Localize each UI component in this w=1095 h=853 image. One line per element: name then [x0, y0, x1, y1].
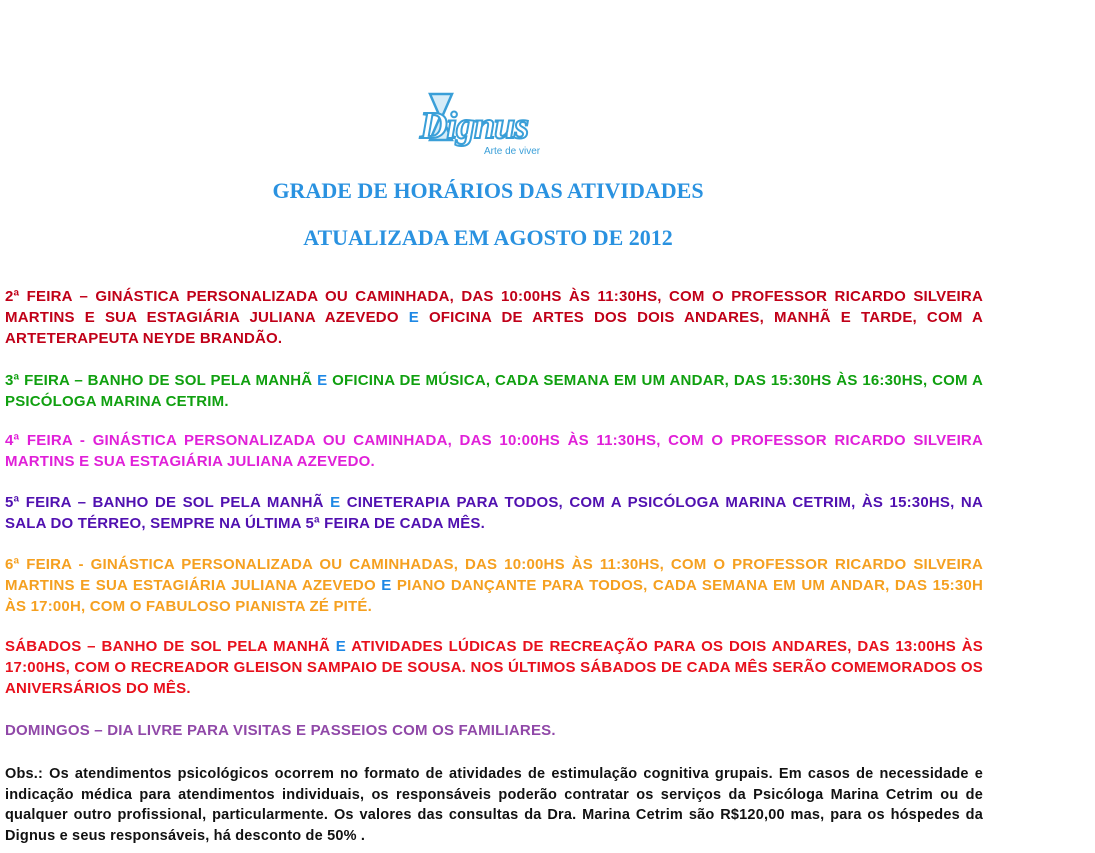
schedule-text: 2ª FEIRA – GINÁSTICA PERSONALIZADA OU CAMINHADA, DAS 10:00HS ÀS 11:30HS, COM O PROFESSOR RICARDO SILVEIRA MARTINS E SUA ESTAGIÁRIA JULIANA AZEVEDO — [5, 288, 983, 326]
connector-e: E — [330, 494, 341, 511]
schedule-text: 5ª FEIRA – BANHO DE SOL PELA MANHÃ — [5, 494, 331, 511]
schedule-tuesday — [5, 370, 983, 412]
schedule-friday — [5, 554, 983, 617]
schedule-text: 4ª FEIRA - GINÁSTICA PERSONALIZADA OU CAMINHADA, DAS 10:00HS ÀS 11:30HS, COM O PROFESSOR RICARDO SILVEIRA MARTINS E SUA ESTAGIÁRIA JULIANA AZEVEDO. — [5, 432, 983, 470]
schedule-text: ATIVIDADES LÚDICAS DE RECREAÇÃO PARA OS DOIS ANDARES, DAS 13:00HS ÀS 17:00HS, COM O RECREADOR GLEISON SAMPAIO DE SOUSA. NOS ÚLTIMOS SÁBADOS DE CADA MÊS SERÃO COMEMORADOS OS ANIVERSÁRIOS DO MÊS. — [5, 638, 983, 697]
page-title: GRADE DE HORÁRIOS DAS ATIVIDADES — [272, 178, 704, 203]
connector-e: E — [317, 372, 328, 389]
schedule-sunday — [5, 720, 983, 741]
schedule-text: PIANO DANÇANTE PARA TODOS, CADA SEMANA EM UM ANDAR, DAS 15:30H ÀS 17:00H, COM O FABULOSO PIANISTA ZÉ PITÉ. — [5, 577, 983, 615]
connector-e: E — [408, 309, 419, 326]
connector-e: E — [335, 638, 346, 655]
logo-wordmark: Dignus — [420, 105, 529, 147]
page-subtitle: ATUALIZADA EM AGOSTO DE 2012 — [303, 225, 673, 250]
observation-note: Obs.: Os atendimentos psicológicos ocorrem no formato de atividades de estimulação cognitiva grupais. Em casos de necessidade e indicação médica para atendimentos individuais, os responsáveis poderão contratar os serviços da Psicóloga Marina Cetrim ou de qualquer outro profissional, particularmente. Os valores das consultas da Dra. Marina Cetrim são R$120,00 mas, para os hóspedes da Dignus e seus responsáveis, há desconto de 50% . — [5, 766, 983, 844]
schedule-wednesday — [5, 430, 983, 472]
dignus-logo — [412, 92, 562, 162]
schedule-monday — [5, 286, 983, 349]
schedule-text: OFICINA DE MÚSICA, CADA SEMANA EM UM ANDAR, DAS 15:30HS ÀS 16:30HS, COM A PSICÓLOGA MARINA CETRIM. — [5, 372, 983, 410]
schedule-text: 6ª FEIRA - GINÁSTICA PERSONALIZADA OU CAMINHADAS, DAS 10:00HS ÀS 11:30HS, COM O PROFESSOR RICARDO SILVEIRA MARTINS E SUA ESTAGIÁRIA JULIANA AZEVEDO — [5, 556, 983, 594]
schedule-text: 3ª FEIRA – BANHO DE SOL PELA MANHÃ — [5, 372, 318, 389]
logo-tagline: Arte de viver — [484, 146, 541, 157]
schedule-text: SÁBADOS – BANHO DE SOL PELA MANHÃ — [5, 638, 336, 655]
connector-e: E — [381, 577, 392, 594]
schedule-text: CINETERAPIA PARA TODOS, COM A PSICÓLOGA MARINA CETRIM, ÀS 15:30HS, NA SALA DO TÉRREO, SEMPRE NA ÚLTIMA 5ª FEIRA DE CADA MÊS. — [5, 494, 983, 532]
schedule-saturday — [5, 636, 983, 699]
schedule-text: OFICINA DE ARTES DOS DOIS ANDARES, MANHÃ E TARDE, COM A ARTETERAPEUTA NEYDE BRANDÃO. — [5, 309, 983, 347]
schedule-text: DOMINGOS – DIA LIVRE PARA VISITAS E PASSEIOS COM OS FAMILIARES. — [5, 722, 556, 739]
schedule-thursday — [5, 492, 983, 534]
